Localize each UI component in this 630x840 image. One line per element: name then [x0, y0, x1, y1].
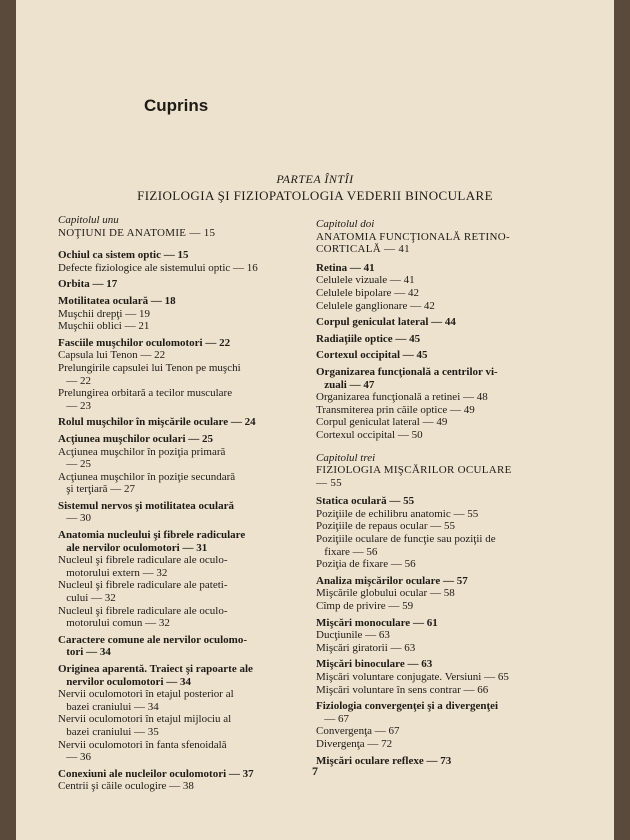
toc-entry: Cortexul occipital — 45: [316, 349, 428, 362]
toc-entry: Rolul muşchilor în mişcările oculare — 24: [58, 416, 256, 429]
toc-left-column: [58, 214, 338, 793]
toc-entry: fixare — 56: [316, 545, 378, 558]
toc-right-column: [316, 218, 596, 767]
page-number: 7: [312, 764, 318, 778]
toc-entry: motorului comun — 32: [58, 617, 170, 630]
toc-entry: Originea aparentă. Traiect şi rapoarte ale: [58, 663, 253, 675]
toc-entry: nervilor oculomotori — 34: [58, 675, 191, 688]
toc-entry: zuali — 47: [316, 378, 375, 391]
toc-entry: Nucleul şi fibrele radiculare ale oculo-: [58, 604, 228, 617]
toc-entry: cului — 32: [58, 592, 116, 605]
part-title: FIZIOLOGIA ŞI FIZIOPATOLOGIA VEDERII BINOCULARE: [137, 188, 493, 203]
toc-entry: Prelungirile capsulei lui Tenon pe muşchi: [58, 361, 241, 374]
toc-entry: Analiza mişcărilor oculare — 57: [316, 574, 468, 587]
toc-entry: Nervii oculomotori în etajul mijlociu al: [58, 713, 232, 726]
toc-entry: Caractere comune ale nervilor oculomo-: [58, 633, 247, 646]
toc-entry: Sistemul nervos şi motilitatea oculară: [58, 499, 234, 512]
toc-entry: Corpul geniculat lateral — 49: [316, 416, 448, 429]
toc-entry: Poziţia de fixare — 56: [316, 558, 416, 571]
toc-entry: Acţiunea muşchilor în poziţia primară: [58, 445, 226, 458]
toc-entry: Fiziologia convergenţei şi a divergenţei: [316, 700, 499, 713]
toc-entries: [316, 262, 596, 442]
toc-entry: Mişcări oculare reflexe — 73: [316, 754, 452, 767]
toc-entry: Capsula lui Tenon — 22: [58, 349, 166, 362]
toc-entry: Organizarea funcţională a retinei — 48: [316, 391, 488, 404]
toc-entry: Transmiterea prin căile optice — 49: [316, 403, 475, 416]
toc-entry: Ochiul ca sistem optic — 15: [58, 249, 189, 262]
page-title: Cuprins: [144, 96, 209, 115]
chapter-label: Capitolul doi: [316, 218, 375, 230]
book-page: [16, 0, 614, 840]
chapter-title-line: — 55: [316, 476, 342, 489]
toc-entry: Mişcări monoculare — 61: [316, 616, 438, 629]
chapter-label: Capitolul trei: [316, 451, 376, 464]
toc-entry: — 67: [316, 712, 349, 725]
toc-entry: Fasciile muşchilor oculomotori — 22: [58, 336, 231, 349]
toc-entry: Poziţiile de repaus ocular — 55: [316, 520, 455, 533]
chapter-title: NOŢIUNI DE ANATOMIE — 15: [58, 226, 216, 239]
chapter-title: [316, 231, 596, 256]
part-label: PARTEA ÎNTÎI: [276, 172, 354, 186]
toc-entry: Nucleul şi fibrele radiculare ale oculo-: [58, 554, 228, 567]
toc-entry: Motilitatea oculară — 18: [58, 294, 176, 307]
chapter-label: Capitolul unu: [58, 214, 119, 226]
toc-entry: Statica oculară — 55: [316, 495, 415, 508]
toc-entry: Ducţiunile — 63: [316, 629, 390, 642]
toc-entries: [58, 249, 338, 793]
toc-entry: bazei craniului — 34: [58, 700, 159, 713]
toc-entry: Nucleul şi fibrele radiculare ale pateti-: [58, 579, 228, 592]
toc-entry: Anatomia nucleului şi fibrele radiculare: [58, 529, 246, 542]
toc-entry: Poziţiile oculare de funcţie sau poziţii de: [316, 533, 496, 546]
toc-entry: bazei craniului — 35: [58, 725, 159, 738]
toc-entry: Poziţiile de echilibru anatomic — 55: [316, 507, 479, 520]
toc-entry: Muşchii drepţi — 19: [58, 307, 150, 320]
chapter-title-line: CORTICALĂ — 41: [316, 243, 410, 256]
toc-entry: Centrii şi căile oculogire — 38: [58, 780, 194, 793]
chapter-title-line: ANATOMIA FUNCŢIONALĂ RETINO-: [316, 230, 510, 243]
toc-entry: motorului extern — 32: [58, 566, 168, 579]
toc-entry: Mişcări giratorii — 63: [316, 641, 416, 654]
toc-entry: — 22: [58, 374, 91, 387]
toc-entry: — 25: [58, 458, 91, 471]
toc-entry: Radiaţiile optice — 45: [316, 332, 421, 345]
toc-entry: Corpul geniculat lateral — 44: [316, 316, 456, 329]
toc-entry: Celulele ganglionare — 42: [316, 299, 435, 312]
toc-entry: Orbita — 17: [58, 278, 118, 291]
toc-entry: Mişcări voluntare în sens contrar — 66: [316, 683, 489, 696]
toc-entry: Mişcări voluntare conjugate. Versiuni — 65: [316, 671, 509, 683]
toc-entry: Convergenţa — 67: [316, 725, 400, 738]
toc-entry: Defecte fiziologice ale sistemului optic — 16: [58, 261, 258, 274]
toc-entry: Muşchii oblici — 21: [58, 320, 150, 333]
chapter-title-line: FIZIOLOGIA MIŞCĂRILOR OCULARE: [316, 464, 512, 477]
toc-entry: Acţiunea muşchilor oculari — 25: [58, 432, 214, 445]
toc-entry: Cîmp de privire — 59: [316, 600, 414, 613]
toc-entry: Mişcări binoculare — 63: [316, 658, 433, 671]
toc-entry: Celulele vizuale — 41: [316, 274, 415, 287]
toc-entry: Divergenţa — 72: [316, 737, 393, 750]
toc-entry: Prelungirea orbitară a tecilor musculare: [58, 387, 233, 400]
toc-entry: Nervii oculomotori în fanta sfenoidală: [58, 738, 227, 751]
toc-entry: tori — 34: [58, 646, 111, 659]
toc-entry: — 36: [58, 751, 91, 764]
toc-entry: Retina — 41: [316, 261, 375, 274]
toc-entry: Organizarea funcţională a centrilor vi-: [316, 365, 498, 378]
toc-entry: — 30: [58, 512, 91, 525]
toc-entry: Mişcările globului ocular — 58: [316, 587, 455, 600]
toc-entry: Celulele bipolare — 42: [316, 286, 419, 299]
toc-entry: — 23: [58, 399, 91, 412]
toc-entries: [316, 495, 596, 767]
toc-entry: şi terţiară — 27: [58, 483, 135, 496]
toc-entry: Cortexul occipital — 50: [316, 428, 423, 441]
chapter-title: [316, 464, 596, 489]
toc-entry: ale nervilor oculomotori — 31: [58, 541, 208, 554]
toc-entry: Acţiunea muşchilor în poziţie secundară: [58, 470, 236, 483]
toc-entry: Nervii oculomotori în etajul posterior al: [58, 688, 234, 701]
toc-entry: Conexiuni ale nucleilor oculomotori — 37: [58, 767, 254, 780]
